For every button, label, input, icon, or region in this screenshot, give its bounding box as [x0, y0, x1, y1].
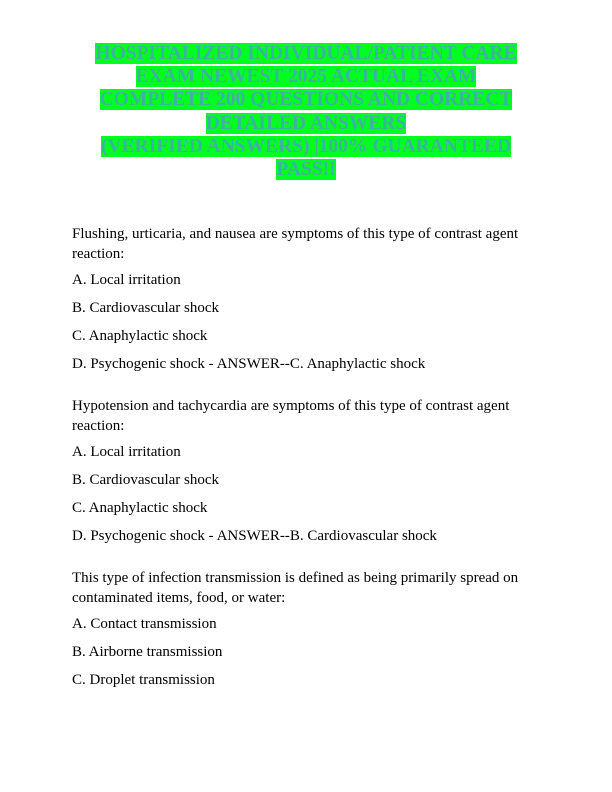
title-line-text: EXAM NEWEST 2025 ACTUAL EXAM — [135, 66, 477, 88]
answer-option-a: A. Local irritation — [72, 272, 181, 288]
title-line — [80, 88, 532, 111]
question-3 — [72, 568, 542, 690]
document-title — [80, 42, 532, 181]
answer-option-a: A. Contact transmission — [72, 616, 217, 632]
question-1 — [72, 224, 542, 374]
answer-option-c: C. Anaphylactic shock — [72, 328, 208, 344]
answer-option-d: D. Psychogenic shock - ANSWER--C. Anaphylactic shock — [72, 356, 426, 372]
answer-option-b: B. Airborne transmission — [72, 644, 223, 660]
answer-option-c: C. Droplet transmission — [72, 672, 215, 688]
answer-option-b: B. Cardiovascular shock — [72, 472, 220, 488]
question-stem: Hypotension and tachycardia are symptoms of this type of contrast agent reaction: — [72, 398, 510, 434]
title-line — [80, 65, 532, 88]
title-line-text: (VERIFIED ANSWERS) |100% GUARANTEED — [100, 135, 512, 157]
answer-option-a: A. Local irritation — [72, 444, 181, 460]
question-list — [72, 224, 542, 712]
question-stem: Flushing, urticaria, and nausea are symptoms of this type of contrast agent reaction: — [72, 226, 519, 262]
title-line-text: DETAILED ANSWERS — [205, 112, 407, 134]
title-line — [80, 135, 532, 158]
title-line-text: PASS!! — [276, 159, 336, 181]
title-line — [80, 112, 532, 135]
title-line-text: HOSPITALIZED INDIVIDUAL/PATIENT CARE — [95, 43, 517, 64]
answer-option-b: B. Cardiovascular shock — [72, 300, 220, 316]
question-stem: This type of infection transmission is defined as being primarily spread on contaminated items, food, or water: — [72, 570, 519, 606]
title-line — [80, 158, 532, 181]
answer-option-c: C. Anaphylactic shock — [72, 500, 208, 516]
answer-option-d: D. Psychogenic shock - ANSWER--B. Cardiovascular shock — [72, 528, 437, 544]
title-line-text: COMPLETE 200 QUESTIONS AND CORRECT — [99, 89, 513, 111]
title-line — [80, 42, 532, 65]
question-2 — [72, 396, 542, 546]
